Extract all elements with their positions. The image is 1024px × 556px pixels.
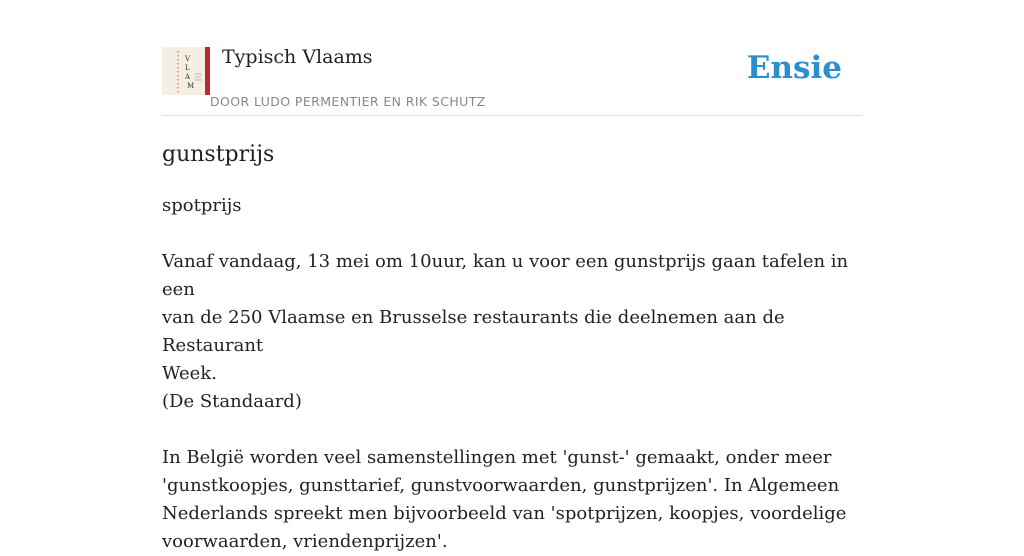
example-line: van de 250 Vlaamse en Brusselse restaurants die deelnemen aan de Restaurant [162,307,785,356]
book-title[interactable]: Typisch Vlaams [222,46,373,68]
explanation-line: In België worden veel samenstellingen met 'gunst-' gemaakt, onder meer [162,447,832,468]
book-cover-image[interactable] [162,47,210,95]
explanation-line: 'gunstkoopjes, gunsttarief, gunstvoorwaarden, gunstprijzen'. In Algemeen [162,475,840,496]
svg-text:A: A [185,73,191,81]
entry-title: gunstprijs [162,142,275,167]
entry-definition: spotprijs [162,195,242,216]
paragraph-gap [162,220,862,248]
svg-text:V: V [185,55,191,63]
explanation-line: Nederlands spreekt men bijvoorbeeld van 'spotprijzen, koopjes, voordelige [162,503,847,524]
ensie-logo[interactable]: Ensie [746,50,842,86]
example-line: Week. [162,363,217,384]
example-line: Vanaf vandaag, 13 mei om 10uur, kan u voor een gunstprijs gaan tafelen in een [162,251,849,300]
svg-text:M: M [187,82,195,90]
book-cover-art [162,47,210,95]
explanation-line: voorwaarden, vriendenprijzen'. [162,531,448,552]
svg-text:L: L [185,64,190,72]
dictionary-entry [162,140,862,556]
page-header [162,0,862,116]
paragraph-gap [162,416,862,444]
example-source: (De Standaard) [162,391,302,412]
entry-body [162,192,862,556]
book-authors: DOOR LUDO PERMENTIER EN RIK SCHUTZ [210,94,486,109]
